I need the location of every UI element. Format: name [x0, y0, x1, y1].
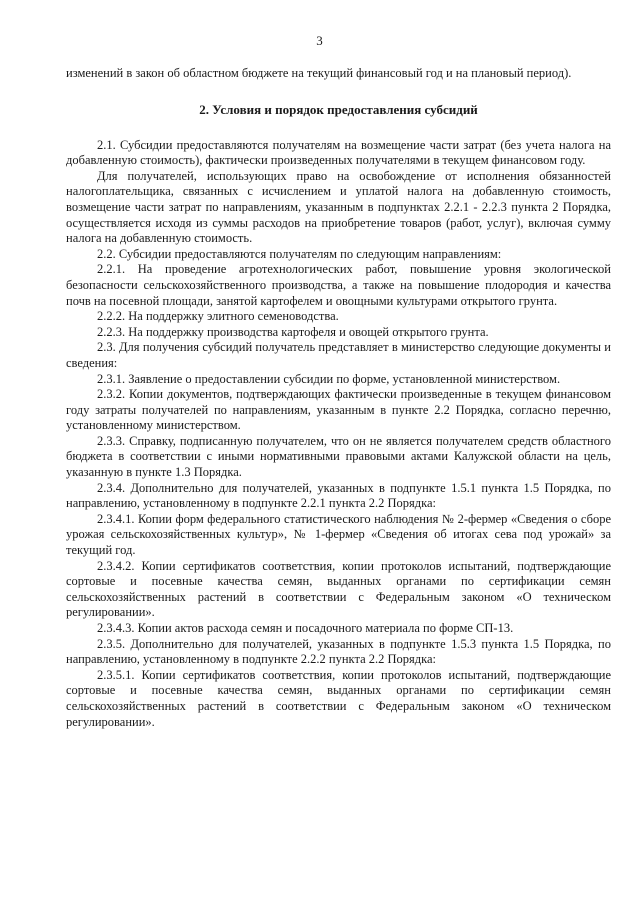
intro-continuation-paragraph: изменений в закон об областном бюджете на текущий финансовый год и на плановый период). — [66, 66, 572, 80]
paragraph-2-2-2: 2.2.2. На поддержку элитного семеноводства. — [97, 309, 339, 324]
paragraph-vat-exemption: Для получателей, использующих право на освобождение от исполнения обязанностей налогоплательщика, связанных с исчислением и уплатой налога на добавленную стоимость, возмещение части затрат по направлениям, указанным в подпунктах 2.2.1 - 2.2.3 пункта 2 Порядка, осуществляется исходя из суммы расходов на приобретение товаров (работ, услуг), включая сумму налога на добавленную стоимость. — [66, 168, 611, 246]
paragraph-2-3-5-1: 2.3.5.1. Копии сертификатов соответствия, копии протоколов испытаний, подтверждающие сортовые и посевные качества семян, выданных органами по сертификации семян сельскохозяйственных растений в соответствии с Федеральным законом «О техническом регулировании». — [66, 667, 611, 729]
paragraph-2-3: 2.3. Для получения субсидий получатель представляет в министерство следующие документы и сведения: — [66, 340, 611, 370]
paragraph-2-3-1: 2.3.1. Заявление о предоставлении субсидии по форме, установленной министерством. — [97, 371, 561, 386]
paragraph-2-3-4-2: 2.3.4.2. Копии сертификатов соответствия, копии протоколов испытаний, подтверждающие сортовые и посевные качества семян, выданных органами по сертификации семян сельскохозяйственных растений в соответствии с Федеральным законом «О техническом регулировании». — [66, 558, 611, 620]
paragraph-2-2-1: 2.2.1. На проведение агротехнологических работ, повышение уровня экологической безопасности сельскохозяйственного производства, а также на повышение плодородия и качества почв на посевной площади, занятой картофелем и овощными культурами открытого грунта. — [66, 262, 611, 308]
section-heading: 2. Условия и порядок предоставления субсидий — [199, 101, 478, 117]
paragraph-2-3-4: 2.3.4. Дополнительно для получателей, указанных в подпункте 1.5.1 пункта 1.5 Порядка, по направлению, установленному в подпункте 2.2.1 пункта 2.2 Порядка: — [66, 480, 611, 511]
paragraph-2-3-4-1: 2.3.4.1. Копии форм федерального статистического наблюдения № 2-фермер «Сведения о сборе урожая сельскохозяйственных культур», № 1-фермер «Сведения об итогах сева под урожай» за текущий год. — [66, 511, 611, 558]
paragraph-2-2: 2.2. Субсидии предоставляются получателям по следующим направлениям: — [97, 246, 502, 261]
document-body — [66, 66, 611, 730]
paragraph-2-2-3: 2.2.3. На поддержку производства картофеля и овощей открытого грунта. — [97, 324, 489, 339]
paragraph-2-3-3: 2.3.3. Справку, подписанную получателем, что он не является получателем средств областного бюджета в соответствии с иными нормативными правовыми актами Калужской области на цель, указанную в пункте 1.3 Порядка. — [66, 433, 611, 480]
paragraph-2-1: 2.1. Субсидии предоставляются получателям на возмещение части затрат (без учета налога на добавленную стоимость), фактически произведенных получателями в текущем финансовом году. — [66, 137, 611, 168]
paragraph-2-3-4-3: 2.3.4.3. Копии актов расхода семян и посадочного материала по форме СП-13. — [97, 621, 514, 635]
page-number: 3 — [316, 33, 323, 48]
paragraph-2-3-2: 2.3.2. Копии документов, подтверждающих фактически произведенные в текущем финансовом году затраты получателей по направлениям, указанным в пункте 2.2 Порядка, согласно перечню, установленному министерством. — [66, 387, 611, 433]
paragraph-2-3-5: 2.3.5. Дополнительно для получателей, указанных в подпункте 1.5.3 пункта 1.5 Порядка, по направлению, установленному в подпункте 2.2.2 пункта 2.2 Порядка: — [66, 636, 611, 667]
